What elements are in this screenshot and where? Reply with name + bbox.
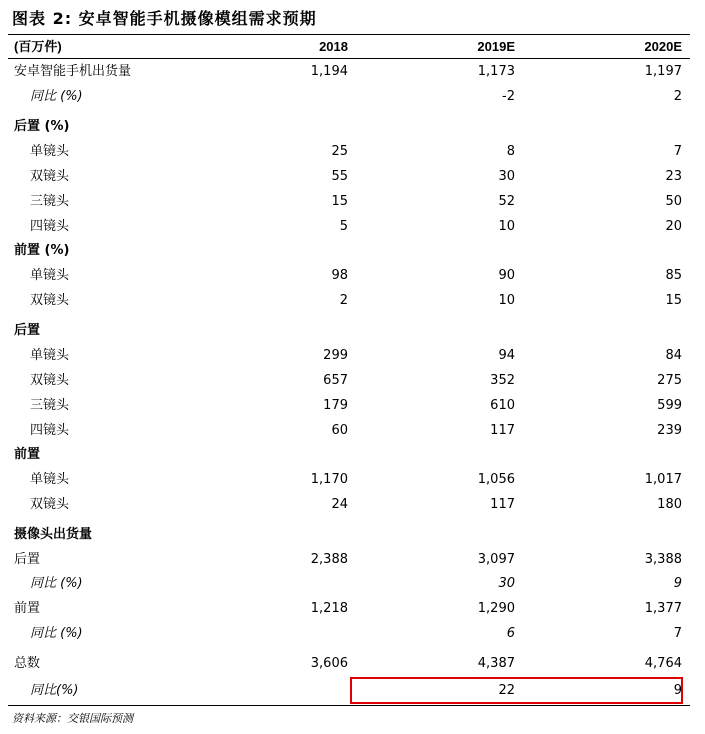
section-header-row: 后置 (%) bbox=[14, 119, 70, 134]
table-row: 后置 2,388 3,097 3,388 bbox=[14, 552, 682, 567]
table-row: 安卓智能手机出货量 1,194 1,173 1,197 bbox=[14, 64, 682, 79]
header-row bbox=[8, 36, 690, 58]
section-header-row: 摄像头出货量 bbox=[14, 527, 93, 542]
section-header-row: 前置 bbox=[14, 447, 41, 462]
table-row: 双镜头 657 352 275 bbox=[30, 373, 682, 388]
table-row: 双镜头 2 10 15 bbox=[30, 293, 682, 308]
unit-header: (百万件) bbox=[14, 39, 62, 54]
table-row: 总数 3,606 4,387 4,764 bbox=[14, 656, 682, 671]
table-row: 双镜头 24 117 180 bbox=[30, 497, 682, 512]
figure-title: 图表 2: 安卓智能手机摄像模组需求预期 bbox=[12, 9, 317, 28]
table-row: 单镜头 1,170 1,056 1,017 bbox=[30, 472, 682, 487]
bottom-rule bbox=[8, 705, 690, 706]
table-row: 单镜头 98 90 85 bbox=[30, 268, 682, 283]
section-header-row: 后置 bbox=[14, 323, 41, 338]
table-row: 三镜头 179 610 599 bbox=[30, 398, 682, 413]
table-row: 同比 (%) 6 7 bbox=[30, 626, 682, 641]
table-row: 四镜头 60 117 239 bbox=[30, 423, 682, 438]
section-header-row: 前置 (%) bbox=[14, 243, 70, 258]
table-row: 单镜头 299 94 84 bbox=[30, 348, 682, 363]
table-row: 单镜头 25 8 7 bbox=[30, 144, 682, 159]
table-row: 同比(%) 22 9 bbox=[30, 683, 682, 698]
col-2018-header: 2018 bbox=[319, 39, 348, 54]
table-row: 前置 1,218 1,290 1,377 bbox=[14, 601, 682, 616]
table-row: 双镜头 55 30 23 bbox=[30, 169, 682, 184]
table-row: 同比 (%) 30 9 bbox=[30, 576, 682, 591]
highlight-box bbox=[350, 677, 683, 704]
header-rule bbox=[8, 58, 690, 59]
top-rule bbox=[8, 34, 690, 35]
col-2019e-header: 2019E bbox=[477, 39, 515, 54]
table-row: 四镜头 5 10 20 bbox=[30, 219, 682, 234]
table-row: 三镜头 15 52 50 bbox=[30, 194, 682, 209]
source-note: 资料来源：交银国际预测 bbox=[12, 712, 133, 725]
table-row: 同比 (%) -2 2 bbox=[30, 89, 682, 104]
col-2020e-header: 2020E bbox=[644, 39, 682, 54]
